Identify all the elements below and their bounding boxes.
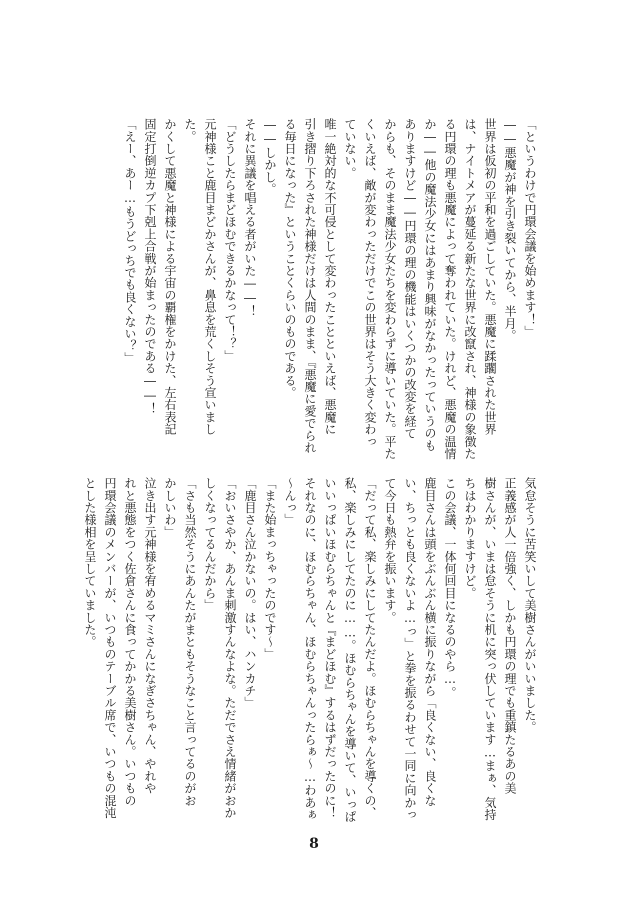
text-line: 「鹿目さん泣かないの。はい、ハンカチ」 [243, 477, 257, 709]
text-line: 「というわけで円環会議を始めます！」 [523, 118, 537, 338]
text-line: て今日も熱弁を振います。 [383, 477, 397, 624]
text-line: 世界は仮初の平和を過ごしていた。悪魔に蹂躙された世界 [483, 118, 497, 436]
text-line: いいっぱいほむらちゃんと『まどほむ』するはずだったのに！ [323, 477, 337, 819]
text-line: る円環の理も悪魔によって奪われていた。けれど、悪魔の温情 [443, 118, 457, 460]
text-line: 固定打倒逆カプ下剋上合戦が始まったのである――！ [143, 118, 157, 415]
text-line: かくして悪魔と神様による宇宙の覇権をかけた、左右表記 [163, 118, 177, 436]
text-line: ちはわかりますけど。 [463, 477, 477, 599]
text-line: ――しかし。 [263, 118, 277, 196]
text-line: 「また始まっちゃったのです～」 [263, 477, 277, 660]
text-line: 「えー、あー…もうどっちでも良くない？」 [123, 118, 137, 364]
text-line: この会議、一体何回目になるのやら…。 [443, 477, 457, 699]
text-line: 元神様こと鹿目まどかさんが、鼻息を荒くしそう宣いまし [203, 118, 217, 436]
text-line: ～んっ」 [283, 477, 297, 526]
text-line: ありますけど――円環の理の機能はいくつかの改変を経て [403, 118, 417, 440]
text-line: れと悪態をつく佐倉さんに食ってかかる美樹さん。いつもの [123, 477, 137, 807]
text-line: た。 [183, 118, 197, 143]
text-line: 泣き出す元神様を宥めるマミさんになぎさちゃん、やれや [143, 477, 157, 795]
text-line: ――悪魔が神を引き裂いてから、半月。 [503, 118, 517, 342]
text-line: 気怠そうに苦笑いして美樹さんがいいました。 [523, 477, 537, 734]
text-line: 「だって私、楽しみにしてたんだよ。ほむらちゃんを導くの、 [363, 477, 377, 819]
text-line: からも、そのまま魔法少女たちを変わらずに導いていた。平た [383, 118, 397, 460]
text-line: る毎日になった』ということくらいのものである。 [283, 118, 297, 399]
text-line: 正義感が人一倍強く、しかも円環の理でも重鎮たるあの美 [503, 477, 517, 795]
text-line: かしいわ」 [163, 477, 177, 538]
text-line: とした様相を呈していました。 [83, 477, 97, 648]
text-line: しくなってるんだから」 [203, 477, 217, 612]
text-line: それなのに、ほむらちゃん、ほむらちゃんったらぁ～…わあぁ [303, 477, 317, 821]
text-line: 「どうしたらまどほむできるかなって！？」 [223, 118, 237, 362]
text-line: 樹さんが、いまは怠そうに机に突っ伏しています…まぁ、気持 [483, 477, 497, 821]
text-line: か――他の魔法少女にはあまり興味がなかったっていうのも [423, 118, 437, 452]
text-line: くいえば、敵が変わっただけでこの世界はそう大きく変わっ [363, 118, 377, 448]
text-line: 鹿目さんは頭をぶんぶん横に振りながら「良くない、良くな [423, 477, 437, 807]
text-line: 「おいさやか、あんま刺激すんなよな。ただでさえ情緒がおか [223, 477, 237, 819]
page-number: 8 [309, 836, 319, 852]
text-line: 私、楽しみにしてたのに……。ほむらちゃんを導いて、いっぱ [343, 477, 357, 823]
text-line: 唯一絶対的な不可侵として変わったことといえば、悪魔に [323, 118, 337, 436]
text-line: ていない。 [343, 118, 357, 179]
text-line: 「さも当然そうにあんたがまともそうなこと言ってるのがお [183, 477, 197, 807]
text-line: い、ちっとも良くないよ…っ」と拳を振るわせて一同に向かっ [403, 477, 417, 821]
lower-text-column [83, 477, 540, 823]
text-line: 引き摺り下ろされた神様だけは人間のまま、『悪魔に愛でられ [303, 118, 317, 454]
text-line: それに異議を唱える者がいた――！ [243, 118, 257, 318]
text-line: 円環会議のメンバーが、いつものテーブル席で、いつもの混沌 [103, 477, 117, 819]
text-line: は、ナイトメアが蔓延る新たな世界に改竄され、神様の象徴た [463, 118, 477, 460]
upper-text-column [120, 118, 540, 460]
